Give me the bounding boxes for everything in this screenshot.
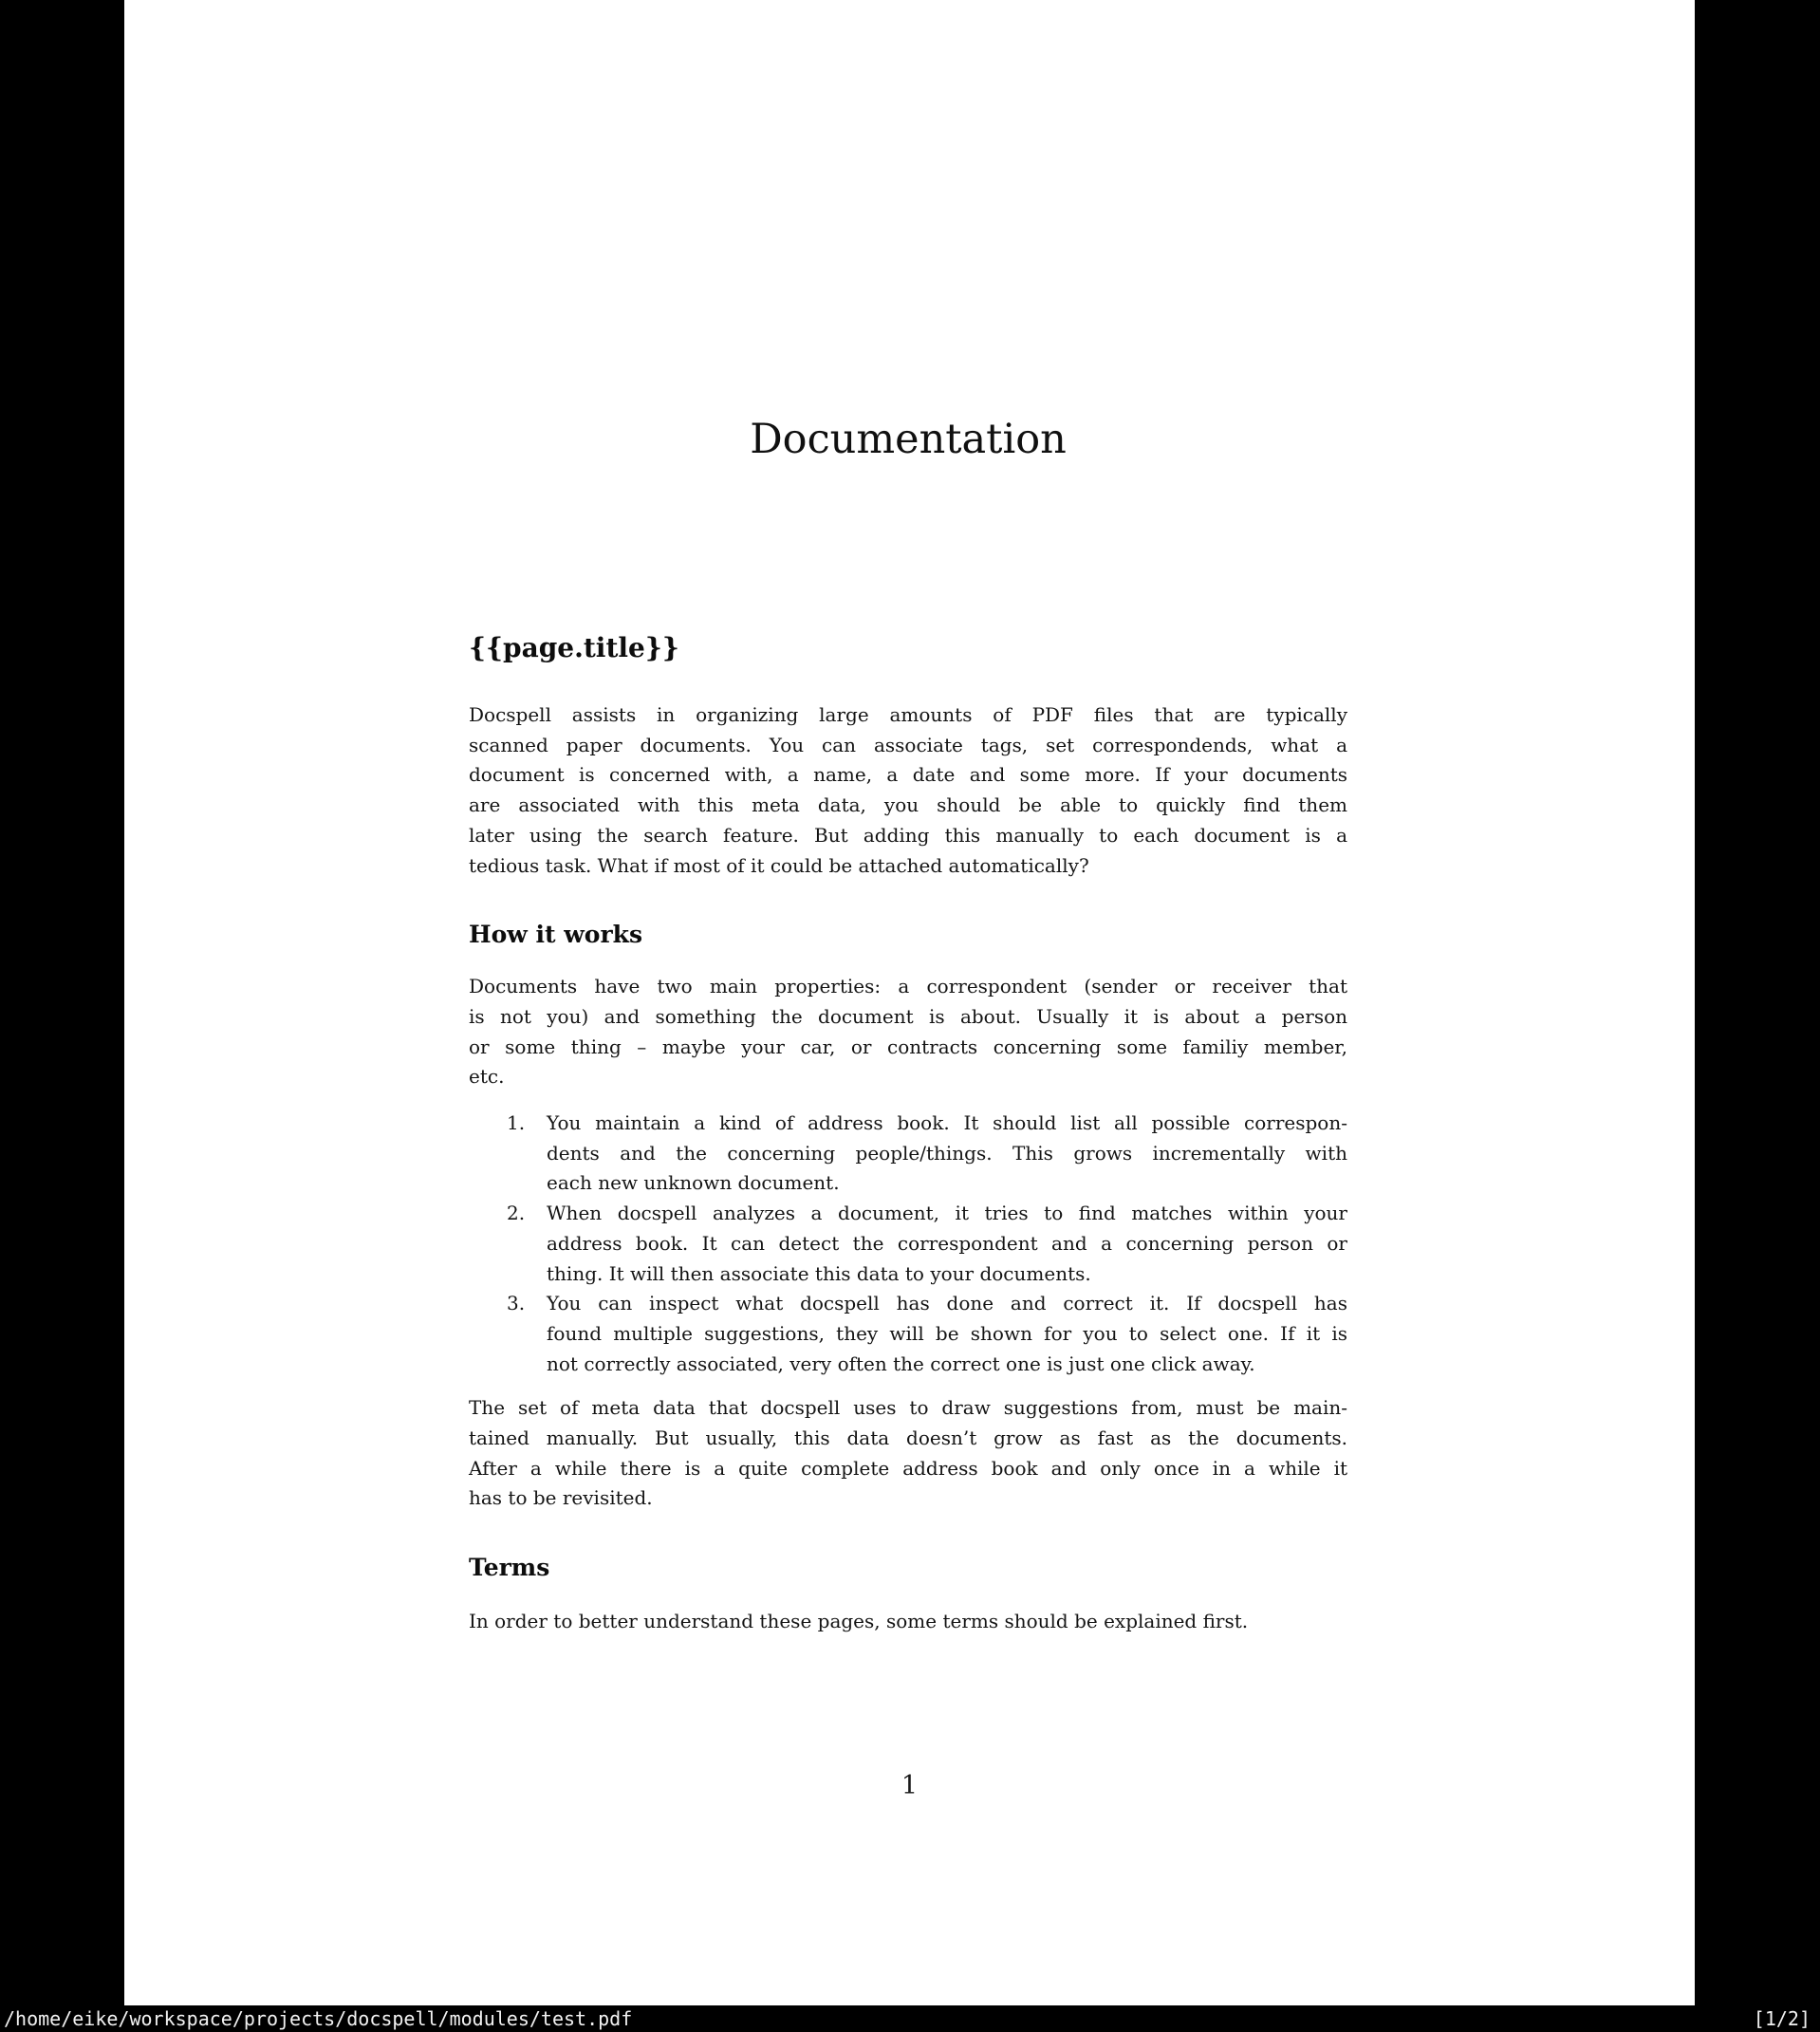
list-item-line: found multiple suggestions, they will be shown for you to select one. If it is: [547, 1321, 1347, 1345]
list-item-number: 1.: [507, 1111, 526, 1135]
list-item-line: address book. It can detect the correspondent and a concerning person or: [547, 1231, 1347, 1255]
paragraph-line: scanned paper documents. You can associate tags, set correspondends, what a: [469, 733, 1347, 756]
paragraph-line: etc.: [469, 1065, 505, 1089]
page-number: 1: [901, 1771, 919, 1800]
paragraph: [469, 1607, 1347, 1637]
section-heading: {{page.title}}: [469, 632, 679, 663]
status-file-path: /home/eike/workspace/projects/docspell/modules/test.pdf: [4, 2007, 633, 2030]
paragraph-line: has to be revisited.: [469, 1486, 653, 1510]
paragraph-line: In order to better understand these pages, some terms should be explained first.: [469, 1610, 1249, 1633]
subsection-heading: Terms: [469, 1554, 550, 1582]
paragraph-line: Documents have two main properties: a correspondent (sender or receiver that: [469, 975, 1347, 998]
list-item-line: dents and the concerning people/things. This grows incrementally with: [547, 1141, 1347, 1165]
numbered-list: [469, 1109, 1347, 1379]
paragraph: [469, 972, 1347, 1092]
list-item-number: 3.: [507, 1292, 526, 1315]
list-item-line: thing. It will then associate this data to your documents.: [547, 1261, 1091, 1285]
subsection-heading: How it works: [469, 921, 643, 949]
paragraph-line: Docspell assists in organizing large amounts of PDF files that are typically: [469, 703, 1347, 726]
paragraph-line: later using the search feature. But adding this manually to each document is a: [469, 823, 1347, 847]
status-page-indicator: [1/2]: [1753, 2007, 1811, 2030]
list-item-number: 2.: [507, 1202, 526, 1225]
document-title: Documentation: [750, 416, 1067, 463]
paragraph-line: is not you) and something the document is about. Usually it is about a person: [469, 1004, 1347, 1028]
list-item: [469, 1109, 1347, 1199]
paragraph-line: or some thing – maybe your car, or contracts concerning some familiy member,: [469, 1035, 1347, 1058]
paragraph-line: tedious task. What if most of it could be attached automatically?: [469, 853, 1089, 877]
list-item: [469, 1199, 1347, 1289]
paragraph-line: tained manually. But usually, this data doesn’t grow as fast as the documents.: [469, 1426, 1347, 1450]
list-item-line: You can inspect what docspell has done and correct it. If docspell has: [547, 1292, 1347, 1315]
list-item: [469, 1289, 1347, 1379]
page-content: [469, 0, 1347, 1637]
status-bar: [0, 2005, 1820, 2032]
paragraph-line: document is concerned with, a name, a date and some more. If your documents: [469, 763, 1347, 787]
paragraph: [469, 700, 1347, 881]
paragraph-line: are associated with this meta data, you should be able to quickly find them: [469, 793, 1347, 817]
paragraph-line: After a while there is a quite complete address book and only once in a while it: [469, 1456, 1347, 1480]
paragraph: [469, 1393, 1347, 1514]
list-item-line: When docspell analyzes a document, it tries to find matches within your: [547, 1202, 1347, 1225]
list-item-line: each new unknown document.: [547, 1171, 840, 1195]
pdf-page[interactable]: [124, 0, 1695, 2005]
list-item-line: You maintain a kind of address book. It should list all possible correspon-: [547, 1111, 1347, 1135]
list-item-line: not correctly associated, very often the correct one is just one click away.: [547, 1352, 1255, 1375]
paragraph-line: The set of meta data that docspell uses to draw suggestions from, must be main-: [469, 1396, 1347, 1420]
